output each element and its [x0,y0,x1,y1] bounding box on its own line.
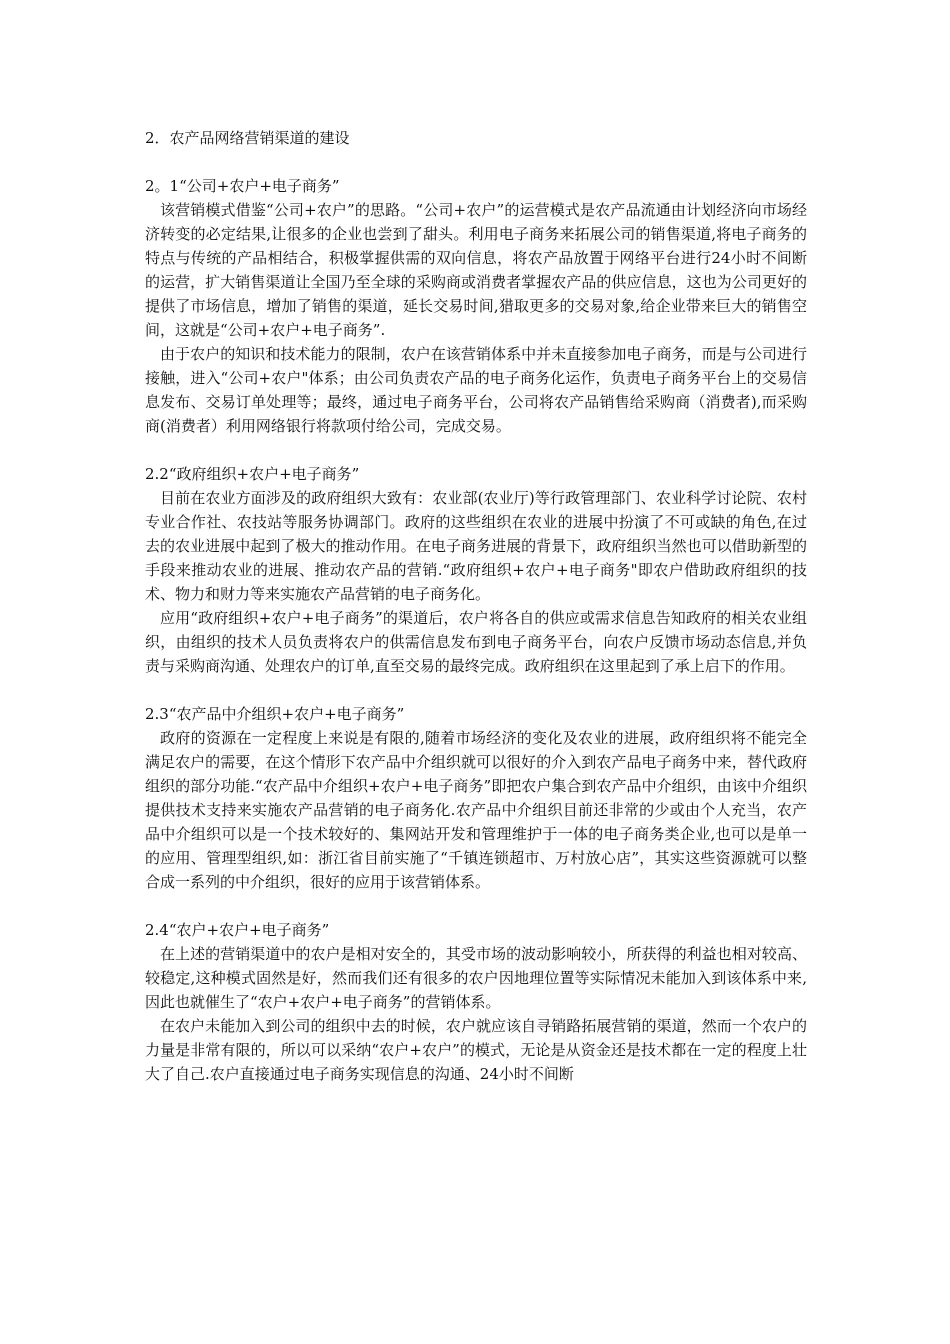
section-title: 2.3“农产品中介组织+农户+电子商务” [145,705,405,723]
paragraph: 该营销模式借鉴“公司+农户”的思路。“公司+农户”的运营模式是农产品流通由计划经济向市场经济转变的必定结果,让很多的企业也尝到了甜头。利用电子商务来拓展公司的销售渠道,将电子商务的特点与传统的产品相结合，积极掌握供需的双向信息，将农产品放置于网络平台进行24小时不间断的运营，扩大销售渠道让全国乃至全球的采购商或消费者掌握农产品的供应信息，这也为公司更好的提供了市场信息，增加了销售的渠道，延长交易时间,猎取更多的交易对象,给企业带来巨大的销售空间，这就是“公司+农户+电子商务”. [145,201,807,339]
section-title: 2.2“政府组织+农户+电子商务” [145,465,360,483]
section-2-3 [145,702,807,894]
paragraph: 目前在农业方面涉及的政府组织大致有：农业部(农业厅)等行政管理部门、农业科学讨论院、农村专业合作社、农技站等服务协调部门。政府的这些组织在农业的进展中扮演了不可或缺的角色,在过去的农业进展中起到了极大的推动作用。在电子商务进展的背景下，政府组织当然也可以借助新型的手段来推动农业的进展、推动农产品的营销.“政府组织+农户+电子商务"即农户借助政府组织的技术、物力和财力等来实施农产品营销的电子商务化。 [145,489,807,603]
paragraph: 应用“政府组织+农户+电子商务”的渠道后，农户将各自的供应或需求信息告知政府的相关农业组织，由组织的技术人员负责将农户的供需信息发布到电子商务平台，向农户反馈市场动态信息,并负责与采购商沟通、处理农户的订单,直至交易的最终完成。政府组织在这里起到了承上启下的作用。 [145,609,807,675]
paragraph: 政府的资源在一定程度上来说是有限的,随着市场经济的变化及农业的进展，政府组织将不能完全满足农户的需要，在这个情形下农产品中介组织就可以很好的介入到农产品电子商务中来，替代政府组织的部分功能.“农产品中介组织+农户+电子商务”即把农户集合到农产品中介组织，由该中介组织提供技术支持来实施农产品营销的电子商务化.农产品中介组织目前还非常的少或由个人充当，农产品中介组织可以是一个技术较好的、集网站开发和管理维护于一体的电子商务类企业,也可以是单一的应用、管理型组织,如：浙江省目前实施了“千镇连锁超市、万村放心店”，其实这些资源就可以整合成一系列的中介组织，很好的应用于该营销体系。 [145,729,807,891]
paragraph: 由于农户的知识和技术能力的限制，农户在该营销体系中并未直接参加电子商务，而是与公司进行接触，进入“公司+农户"体系；由公司负责农产品的电子商务化运作，负责电子商务平台上的交易信息发布、交易订单处理等；最终，通过电子商务平台，公司将农产品销售给采购商（消费者),而采购商(消费者）利用网络银行将款项付给公司，完成交易。 [145,345,807,435]
section-title: 2.4“农户+农户+电子商务” [145,921,330,939]
section-2-2 [145,462,807,678]
document-heading: 2．农产品网络营销渠道的建设 [145,129,350,147]
section-2-4 [145,918,807,1086]
paragraph: 在上述的营销渠道中的农户是相对安全的，其受市场的波动影响较小，所获得的利益也相对较高、较稳定,这种模式固然是好，然而我们还有很多的农户因地理位置等实际情况未能加入到该体系中来,因此也就催生了“农户+农户+电子商务”的营销体系。 [145,945,807,1011]
paragraph: 在农户未能加入到公司的组织中去的时候，农户就应该自寻销路拓展营销的渠道，然而一个农户的力量是非常有限的，所以可以采纳“农户+农户”的模式，无论是从资金还是技术都在一定的程度上壮大了自己.农户直接通过电子商务实现信息的沟通、24小时不间断 [145,1017,807,1083]
section-2-1 [145,174,807,438]
document-page [145,126,807,1086]
section-title: 2。1“公司+农户+电子商务” [145,177,340,195]
